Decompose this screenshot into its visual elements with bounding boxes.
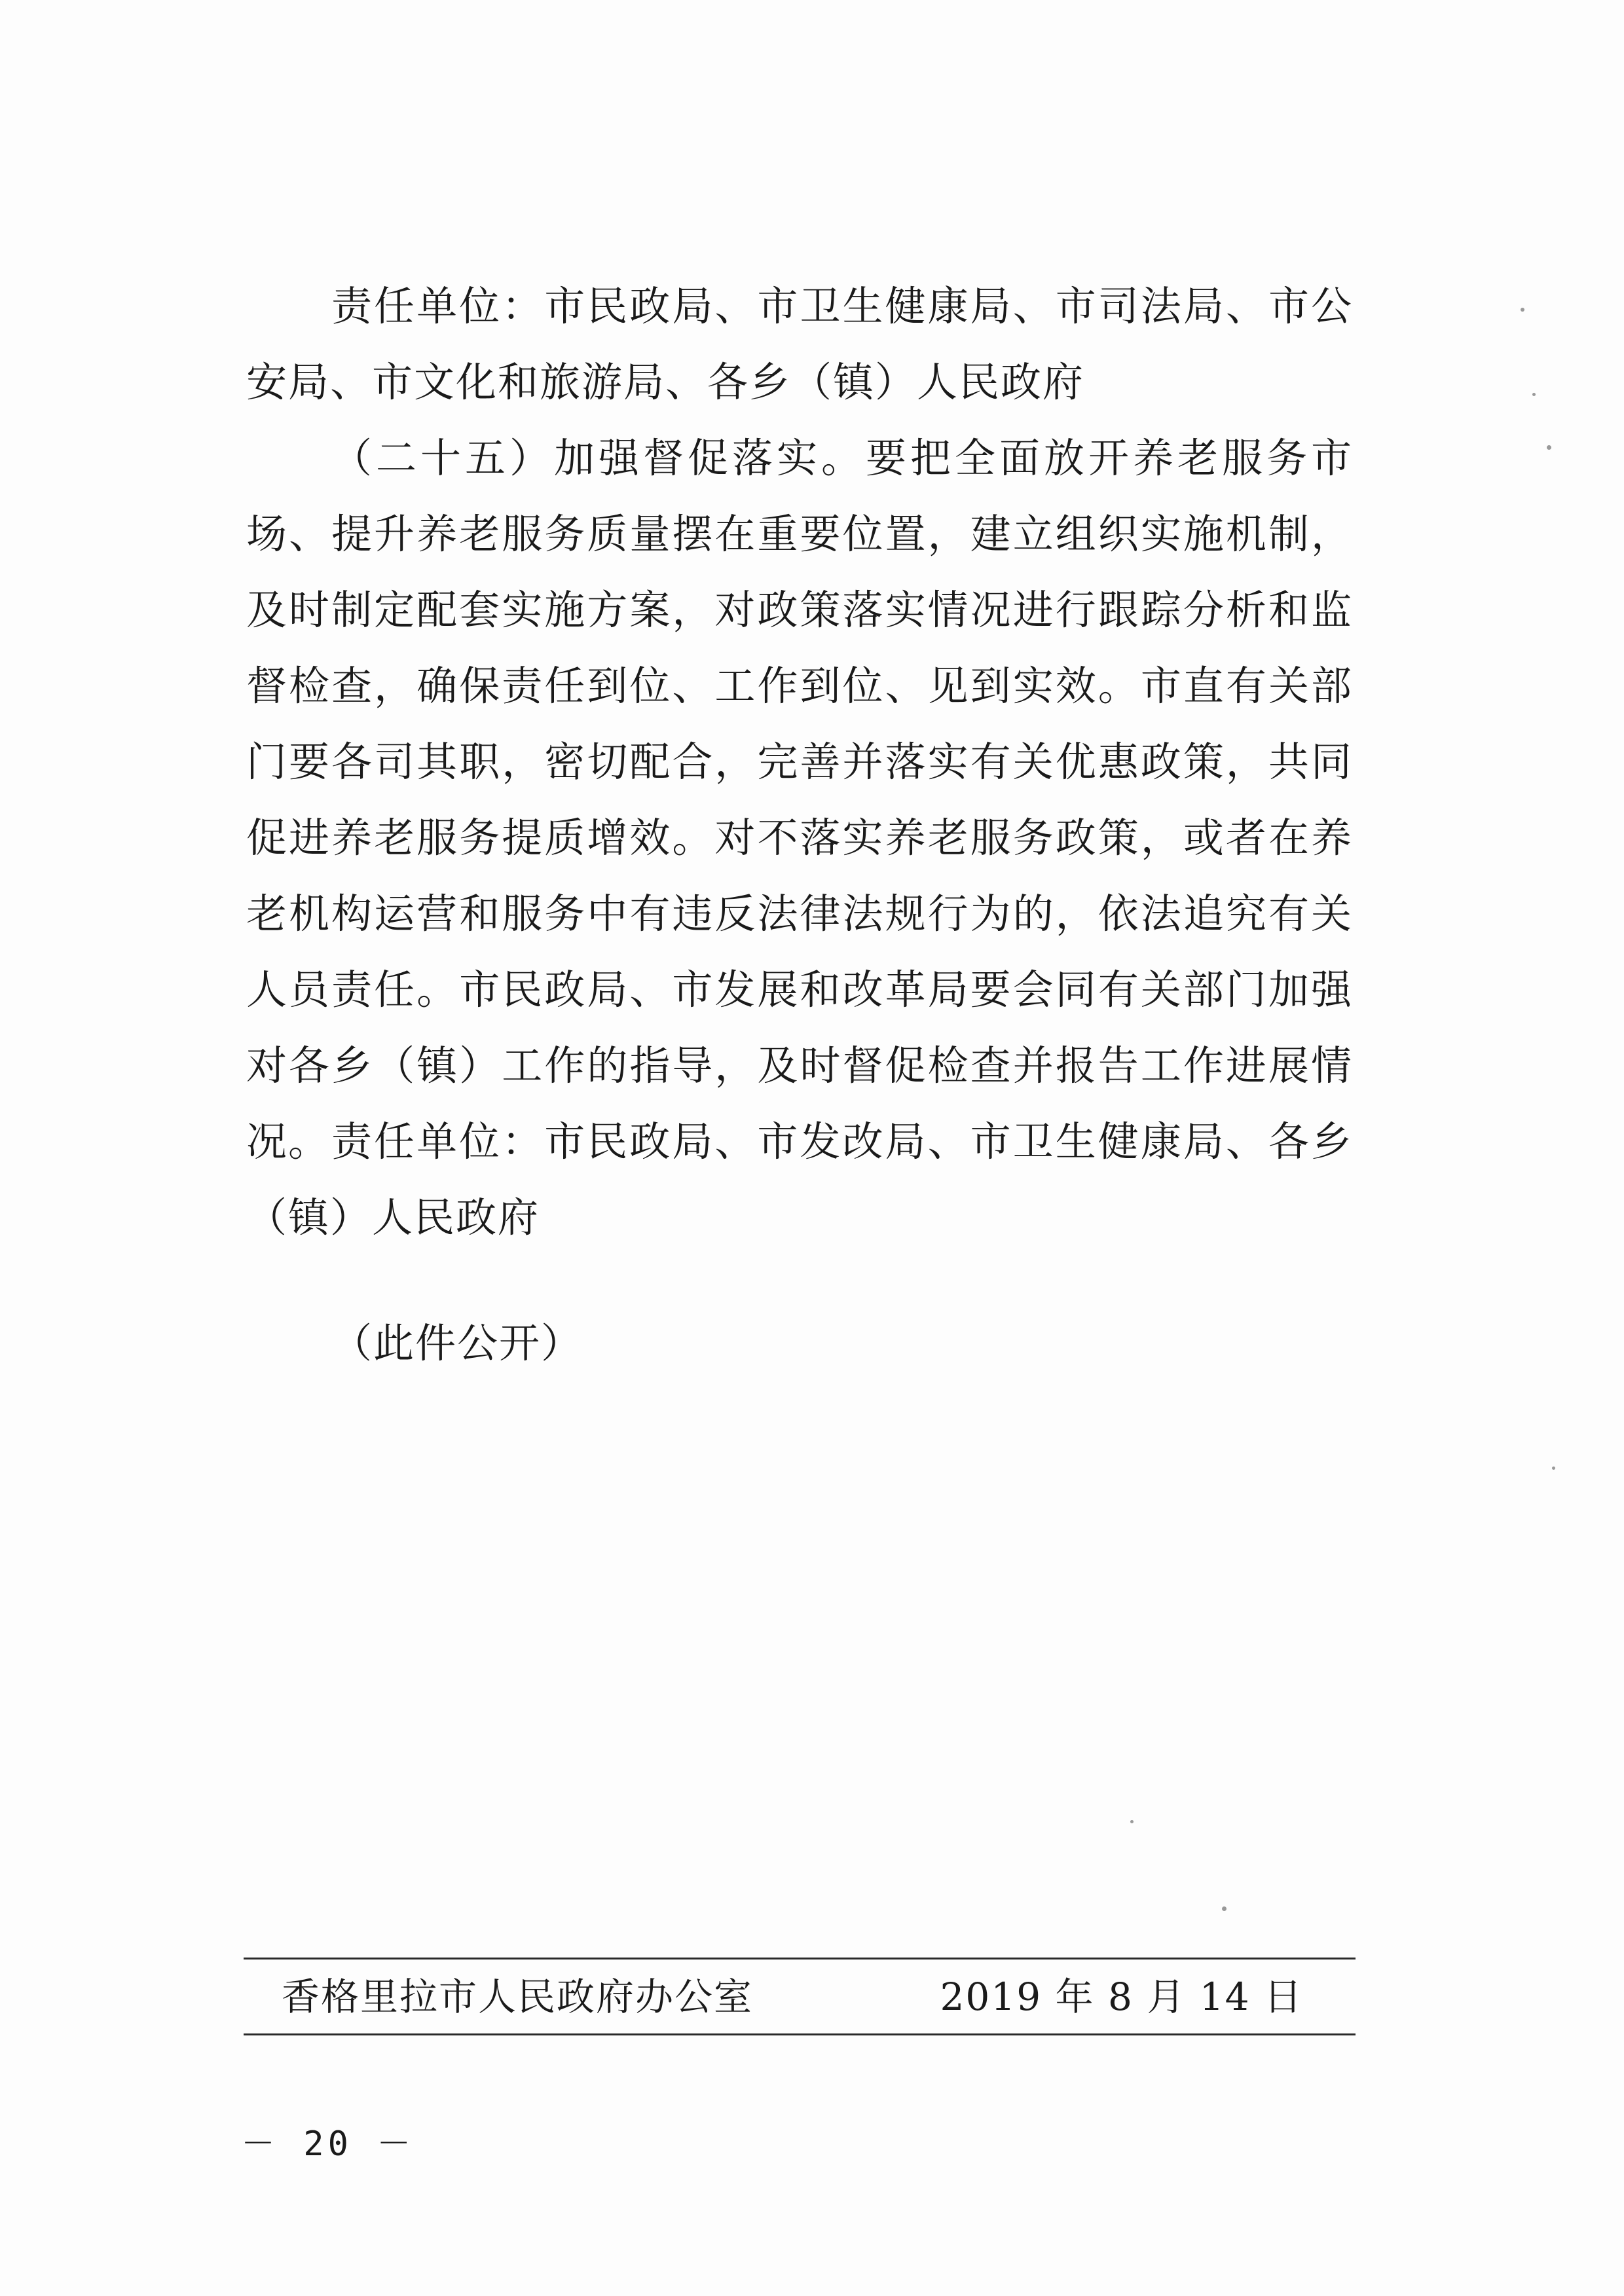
- footer-bottom-rule: [244, 2033, 1356, 2035]
- scan-speck: [1130, 1820, 1134, 1823]
- scan-speck: [1552, 1467, 1555, 1470]
- scan-speck: [1222, 1906, 1227, 1911]
- scan-speck: [1521, 308, 1524, 312]
- issuing-office: 香格里拉市人民政府办公室: [282, 1975, 754, 2019]
- responsible-units-paragraph-1: 责任单位：市民政局、市卫生健康局、市司法局、市公安局、市文化和旅游局、各乡（镇）人民政府: [246, 282, 1353, 406]
- section-25-paragraph: （二十五）加强督促落实。要把全面放开养老服务市场、提升养老服务质量摆在重要位置，建立组织实施机制，及时制定配套实施方案，对政策落实情况进行跟踪分析和监督检查，确保责任到位、工作到位、见到实效。市直有关部门要各司其职，密切配合，完善并落实有关优惠政策，共同促进养老服务提质增效。对不落实养老服务政策，或者在养老机构运营和服务中有违反法律法规行为的，依法追究有关人员责任。市民政局、市发展和改革局要会同有关部门加强对各乡（镇）工作的指导，及时督促检查并报告工作进展情况。: [246, 434, 1353, 1165]
- scan-speck: [1532, 393, 1536, 396]
- scan-speck: [1547, 445, 1551, 450]
- page-number: － 20 －: [241, 2124, 415, 2164]
- footer-top-rule: [244, 1958, 1356, 1959]
- responsible-units-paragraph-2: 责任单位：市民政局、市发改局、市卫生健康局、各乡（镇）人民政府: [246, 1118, 1353, 1241]
- disclosure-note: （此件公开）: [331, 1319, 583, 1367]
- issue-date: 2019 年 8 月 14 日: [940, 1975, 1303, 2019]
